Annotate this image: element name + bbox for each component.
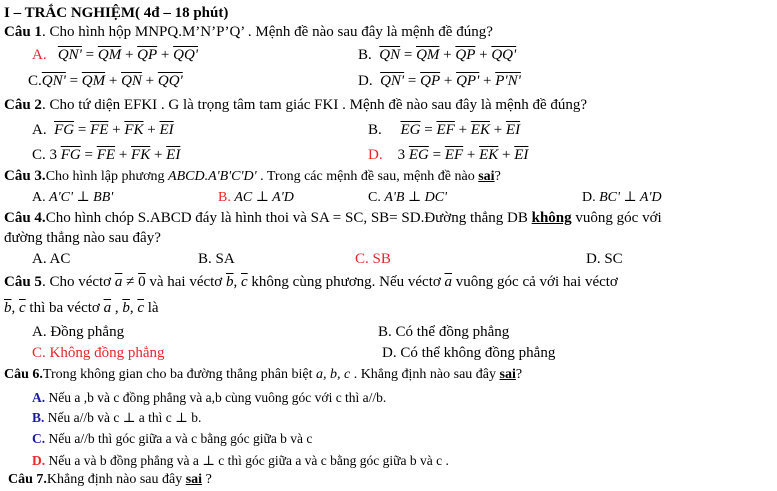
coefficient: 3 xyxy=(397,147,406,163)
vector: $\overline{EF}$ xyxy=(436,122,455,138)
math-expression: AC ⊥ A'D xyxy=(234,190,294,205)
option-label: A. xyxy=(32,47,47,63)
vector: $\overline{c}$ xyxy=(137,300,145,316)
question-text: . Trong các mệnh đề sau, mệnh đề nào xyxy=(256,169,479,184)
question-text: là xyxy=(144,300,159,316)
vector: $\overline{FK}$ xyxy=(124,122,144,138)
question-text: . Cho tứ diện EFKI . G là trọng tâm tam giác FKI . Mệnh đề nào sau đây là mệnh đề đúng? xyxy=(41,97,588,113)
vector: $\overline{FG}$ xyxy=(60,147,81,163)
option-text: Nếu a ,b và c đồng phẳng và a,b cùng vuông góc với c thì a//b. xyxy=(45,390,387,405)
vector: QQ' xyxy=(173,47,198,63)
question-text: ? xyxy=(515,367,523,382)
option-label: D. xyxy=(32,453,46,468)
question-text: Cho hình chóp S.ABCD đáy là hình thoi và SA = SC, SB= SD.Đường thẳng DB xyxy=(45,210,532,226)
vector: $\overline{EI}$ xyxy=(159,122,174,138)
question-6 xyxy=(4,364,522,386)
option-label: D. xyxy=(368,147,383,163)
vector: $\overline{FK}$ xyxy=(131,147,151,163)
option-label: C. xyxy=(32,431,46,446)
vector: $\overline{QN}$ xyxy=(379,47,401,63)
emphasis-khong: không xyxy=(531,210,572,226)
option-label: C. xyxy=(28,73,42,89)
vector: $\overline{QP}$ xyxy=(137,47,158,63)
question-text: ? xyxy=(202,472,212,487)
vector: QN' xyxy=(57,47,82,63)
q5-option-d[interactable]: D. Có thể không đồng phẳng xyxy=(382,345,556,361)
q2-option-a[interactable]: A. $\overline{FG} = \overline{FE} + \overline{FK} + \overline{EI}$ xyxy=(32,122,174,138)
vector: P'N' xyxy=(495,73,521,89)
question-number: Câu 5 xyxy=(4,274,42,290)
option-text: Nếu a và b đồng phẳng và a ⊥ c thì góc giữa a và c bằng góc giữa b và c . xyxy=(45,453,449,468)
math-expression: a, b, c xyxy=(315,367,351,382)
vector: $\overline{QP}$ xyxy=(420,73,441,89)
vector: $\overline{c}$ xyxy=(19,300,26,316)
vector: $\overline{b}$ xyxy=(4,300,12,316)
vector: $\overline{EI}$ xyxy=(166,147,181,163)
option-text: Nếu a//b và c ⊥ a thì c ⊥ b. xyxy=(44,410,202,425)
question-number: Câu 7. xyxy=(8,472,47,487)
question-number: Câu 6. xyxy=(4,367,43,382)
vector: $\overline{EI}$ xyxy=(514,147,529,163)
question-text: . Cho hình hộp MNPQ.M’N’P’Q’ . Mệnh đề nào sau đây là mệnh đề đúng? xyxy=(41,24,493,40)
vector: $\overline{QN}$ xyxy=(121,73,142,89)
vector: QP' xyxy=(456,73,480,89)
q1-option-d[interactable]: D. $QN' = \overline{QP} + QP' + P'N'$ xyxy=(358,73,521,89)
vector: $\overline{a}$ xyxy=(114,274,123,290)
q5-option-a[interactable]: A. Đồng phẳng xyxy=(32,324,125,340)
math-expression: ABCD.A'B'C'D' xyxy=(168,169,257,184)
vector: $\overline{QM}$ xyxy=(97,47,122,63)
question-number: Câu 4. xyxy=(4,210,46,226)
vector: $\overline{a}$ xyxy=(444,274,453,290)
q3-option-c[interactable] xyxy=(368,187,447,209)
question-4 xyxy=(4,207,662,229)
option-label: B. xyxy=(368,122,382,138)
question-1 xyxy=(4,21,493,43)
math-symbol: ≠ xyxy=(122,274,139,290)
q1-option-c[interactable]: $C.QN' = \overline{QM} + \overline{QN} + QQ'$ xyxy=(28,73,183,89)
emphasis-sai: sai xyxy=(185,472,203,487)
vector: $\overline{c}$ xyxy=(241,274,248,290)
q4-option-a[interactable]: A. AC xyxy=(32,251,71,267)
vector: $\overline{EK}$ xyxy=(479,147,499,163)
emphasis-sai: sai xyxy=(499,367,516,382)
question-text: vuông góc cả với hai véctơ xyxy=(452,274,618,290)
q3-option-b[interactable] xyxy=(218,187,294,209)
q1-option-b[interactable]: B. $\overline{QN} = \overline{QM} + \overline{QP} + QQ'$ xyxy=(358,47,517,63)
math-symbol: , xyxy=(129,300,138,316)
math-symbol: , xyxy=(11,300,19,316)
vector: QN' xyxy=(41,73,66,89)
question-4-cont: đường thẳng nào sau đây? xyxy=(4,230,161,246)
vector: $\overline{FE}$ xyxy=(96,147,116,163)
question-number: Câu 1 xyxy=(4,24,42,40)
vector: $\overline{EF}$ xyxy=(444,147,464,163)
option-label: A. xyxy=(32,122,47,138)
q2-option-c[interactable]: C. 3 $\overline{FG} = \overline{FE} + \overline{FK} + \overline{EI}$ xyxy=(32,147,181,163)
option-label: D. xyxy=(358,73,373,89)
vector: QQ' xyxy=(491,47,517,63)
question-text: Cho hình lập phương xyxy=(45,169,169,184)
q1-option-a[interactable]: A. $QN' = \overline{QM} + \overline{QP} + QQ'$ xyxy=(32,47,198,63)
option-label: B. xyxy=(32,410,45,425)
q4-option-d[interactable]: D. SC xyxy=(586,251,623,267)
q4-option-c[interactable]: C. SB xyxy=(355,251,391,267)
question-7 xyxy=(8,469,212,491)
option-text: Nếu a//b thì góc giữa a và c bằng góc giữa b và c xyxy=(45,431,313,446)
q2-option-b[interactable]: B. $\overline{EG} = \overline{EF} + \overline{EK} + \overline{EI}$ xyxy=(368,122,521,138)
vector: $\overline{a}$ xyxy=(103,300,112,316)
question-text: vuông góc với xyxy=(571,210,662,226)
question-number: Câu 2 xyxy=(4,97,42,113)
math-symbol: , xyxy=(233,274,241,290)
option-label: C. xyxy=(368,190,385,205)
option-label: A. xyxy=(32,390,46,405)
option-label: A. xyxy=(32,190,50,205)
question-5 xyxy=(4,271,618,293)
option-label: B. xyxy=(218,190,235,205)
vector: QN' xyxy=(380,73,405,89)
vector: $\overline{QP}$ xyxy=(455,47,476,63)
section-title: I – TRẮC NGHIỆM( 4đ – 18 phút) xyxy=(4,5,229,21)
vector: $\overline{FE}$ xyxy=(90,122,109,138)
emphasis-sai: sai xyxy=(478,169,495,184)
vector: $\overline{FG}$ xyxy=(54,122,75,138)
vector: $\overline{QM}$ xyxy=(416,47,440,63)
q5-option-b[interactable]: B. Có thể đồng phẳng xyxy=(378,324,510,340)
option-label: B. xyxy=(358,47,372,63)
question-text: . Khẳng định nào sau đây xyxy=(350,367,500,382)
q5-option-c[interactable]: C. Không đồng phẳng xyxy=(32,345,165,361)
q3-option-a[interactable] xyxy=(32,187,113,209)
question-text: và hai véctơ xyxy=(145,274,226,290)
question-text: . Cho véctơ xyxy=(41,274,115,290)
option-label: C. xyxy=(32,147,46,163)
math-expression: A'C' ⊥ BB' xyxy=(49,190,114,205)
q3-option-d[interactable] xyxy=(582,187,662,209)
q6-option-b[interactable] xyxy=(32,407,201,429)
q6-option-a[interactable] xyxy=(32,387,386,409)
vector: $\overline{b}$ xyxy=(226,274,234,290)
question-number: Câu 3. xyxy=(4,168,46,184)
coefficient: 3 xyxy=(49,147,58,163)
question-text: Khẳng định nào sau đây xyxy=(46,472,186,487)
question-2 xyxy=(4,94,587,116)
vector: $\overline{QM}$ xyxy=(81,73,106,89)
question-3 xyxy=(4,165,501,187)
question-text: Trong không gian cho ba đường thẳng phân biệt xyxy=(42,367,316,382)
question-text: ? xyxy=(494,169,501,184)
q6-option-c[interactable] xyxy=(32,428,312,450)
vector: $\overline{EG}$ xyxy=(408,147,429,163)
vector: $\overline{b}$ xyxy=(122,300,130,316)
vector: $\overline{EK}$ xyxy=(470,122,490,138)
q4-option-b[interactable]: B. SA xyxy=(198,251,235,267)
question-text: thì ba véctơ xyxy=(25,300,104,316)
option-label: D. xyxy=(582,190,600,205)
math-expression: BC' ⊥ A'D xyxy=(599,190,662,205)
vector: $\overline{EG}$ xyxy=(400,122,421,138)
vector: QQ' xyxy=(157,73,183,89)
question-text: không cùng phương. Nếu véctơ xyxy=(247,274,445,290)
math-expression: A'B ⊥ DC' xyxy=(384,190,448,205)
question-5-cont: $\overline{b}$, $\overline{c}$ thì ba véctơ $\overline{a}$ , $\overline{b}$, $\overline{c}$ là xyxy=(4,300,159,316)
vector: $\overline{EI}$ xyxy=(505,122,521,138)
vector: 0 xyxy=(138,274,146,290)
q2-option-d[interactable]: D. 3 $\overline{EG} = \overline{EF} + \overline{EK} + \overline{EI}$ xyxy=(368,147,529,163)
